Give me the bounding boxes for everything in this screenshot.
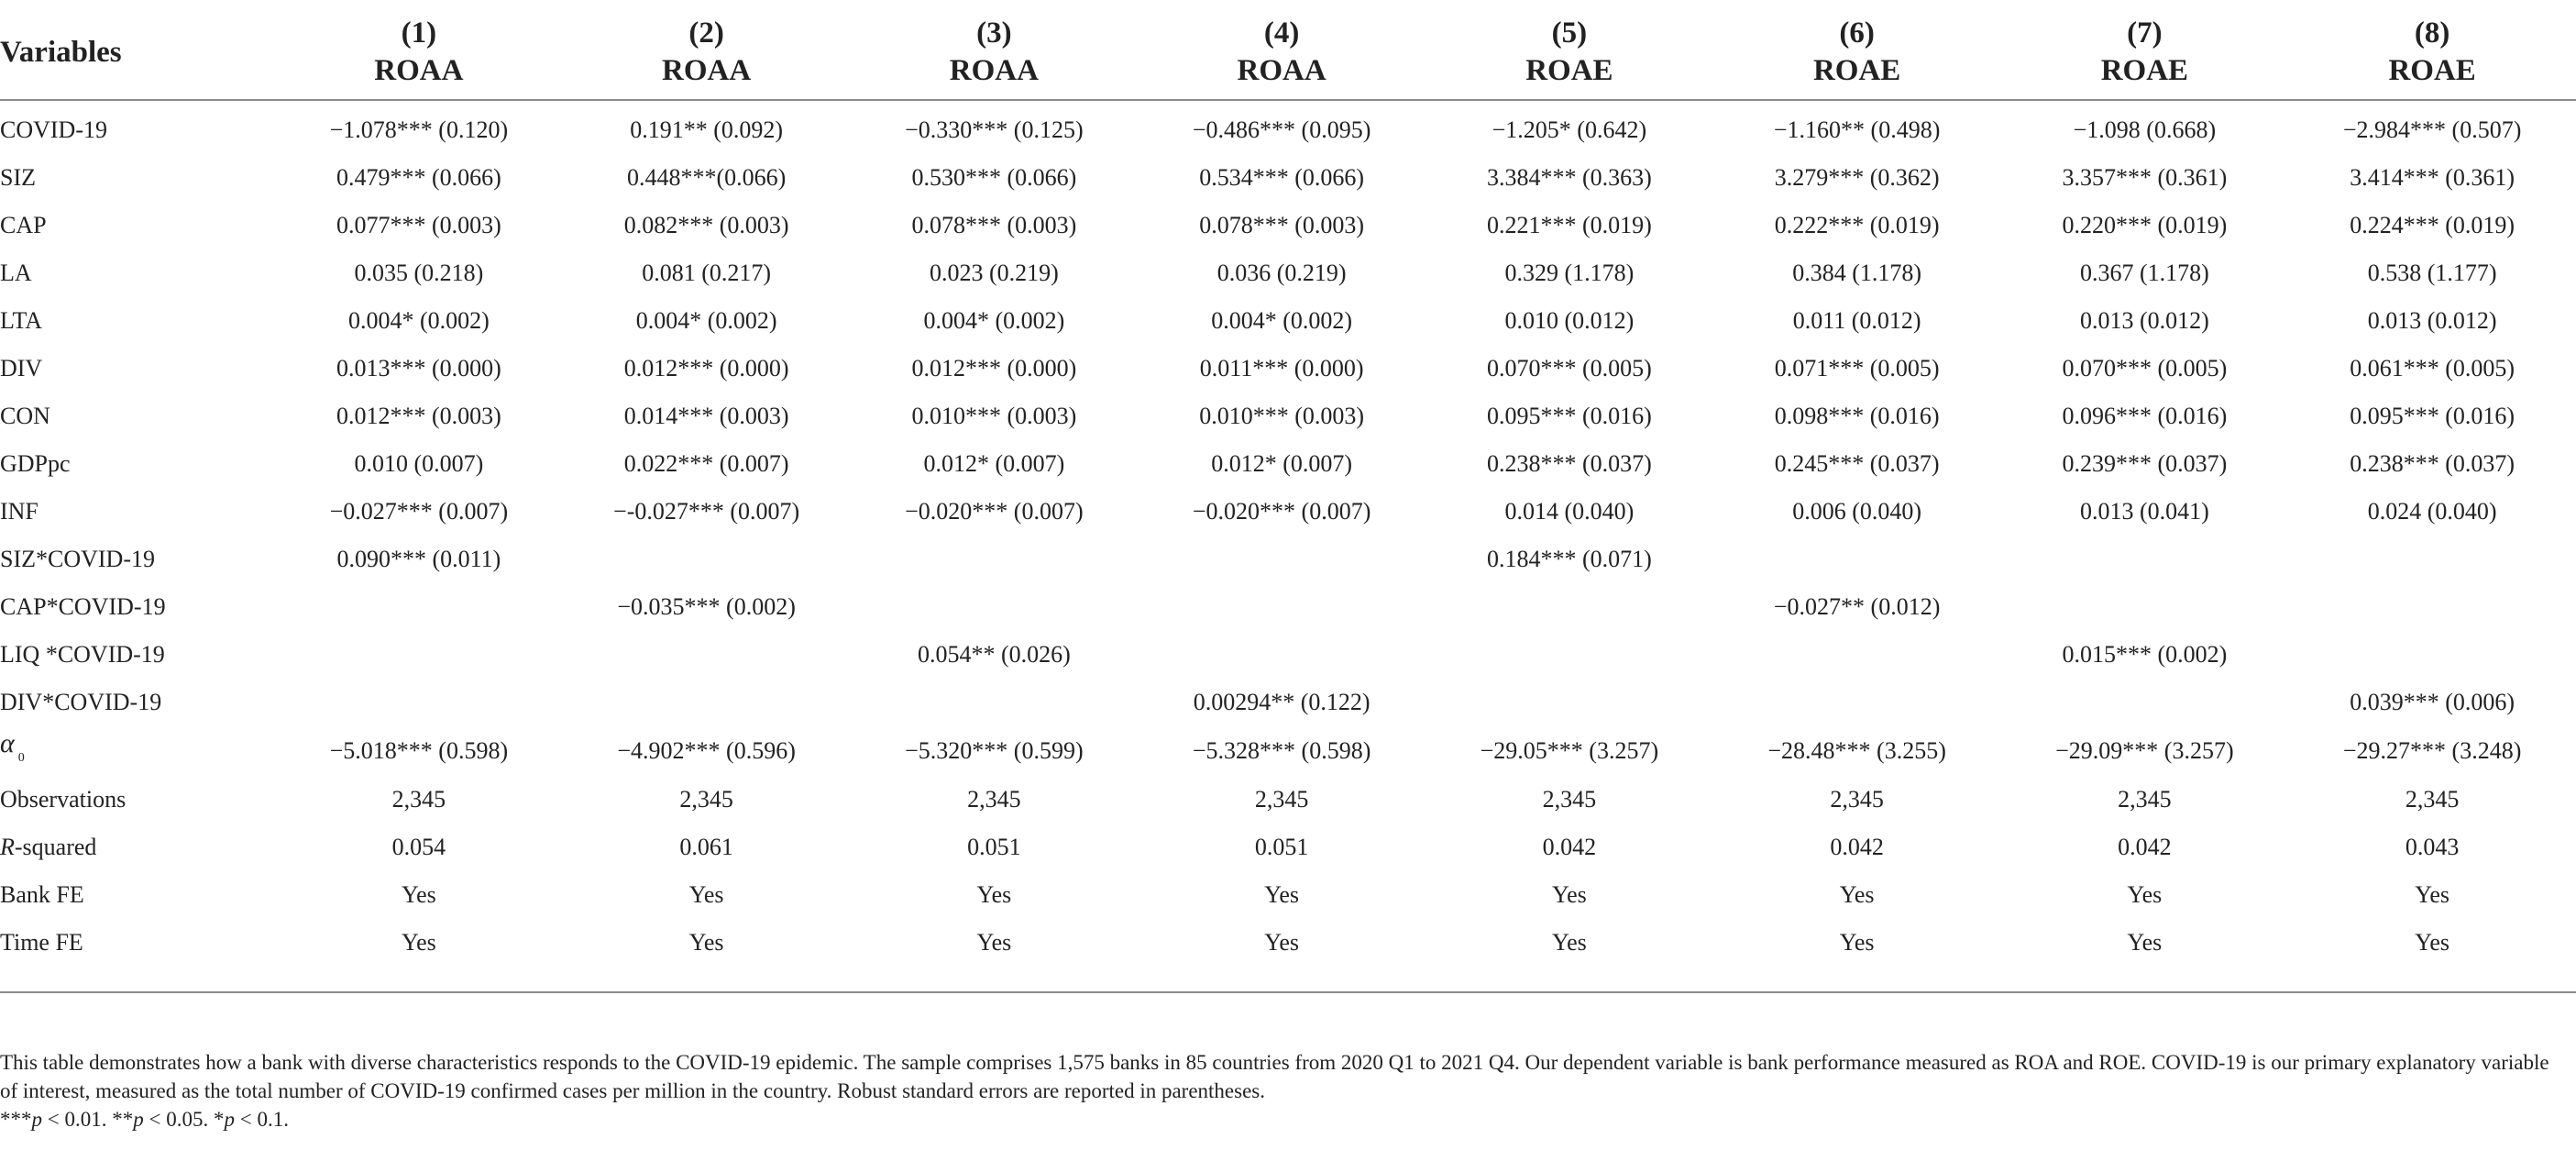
table-cell: Yes [401, 929, 436, 956]
r-squared-suffix: -squared [14, 834, 97, 860]
table-header-row [0, 7, 2576, 100]
table-cell [1138, 536, 1426, 583]
table-cell: 0.010 (0.007) [354, 450, 484, 477]
table-cell: 0.054** (0.026) [917, 641, 1071, 668]
table-cell: 0.015*** (0.002) [2062, 641, 2228, 668]
table-cell [1426, 631, 1713, 679]
table-cell: −5.328*** (0.598) [1192, 737, 1371, 764]
column-header [1426, 7, 1713, 100]
table-row [0, 297, 2576, 345]
table-cell [2288, 583, 2576, 631]
table-cell: 2,345 [2405, 786, 2460, 813]
row-label-constant [0, 726, 275, 776]
table-cell [1426, 583, 1713, 631]
sig-stars: ** [112, 1108, 134, 1131]
table-cell: 0.220*** (0.019) [2062, 212, 2228, 238]
table-cell: Yes [401, 881, 436, 908]
column-header [1138, 7, 1426, 100]
table-cell: 0.078*** (0.003) [1199, 212, 1365, 238]
column-header [2001, 7, 2289, 100]
row-label: COVID-19 [0, 116, 107, 143]
regression-table [0, 7, 2576, 967]
table-cell: Yes [976, 929, 1012, 956]
table-cell: −1.160** (0.498) [1773, 116, 1941, 143]
table-cell: 0.081 (0.217) [642, 260, 772, 286]
table-cell: 2,345 [391, 786, 446, 813]
table-cell: 3.384*** (0.363) [1486, 164, 1652, 191]
table-cell: 0.077*** (0.003) [336, 212, 501, 238]
table-cell: 0.078*** (0.003) [911, 212, 1077, 238]
table-cell: Yes [2415, 881, 2450, 908]
table-cell: 0.011 (0.012) [1792, 307, 1921, 334]
table-cell: Yes [1264, 929, 1300, 956]
column-header [851, 7, 1139, 100]
table-cell: Yes [1839, 881, 1875, 908]
significance-legend [0, 1105, 2567, 1133]
column-number: (2) [688, 17, 724, 50]
column-header [2288, 7, 2576, 100]
table-row [0, 249, 2576, 297]
variables-header: Variables [0, 7, 275, 100]
table-row [0, 154, 2576, 202]
table-cell: 0.004* (0.002) [347, 307, 490, 334]
table-cell: 0.538 (1.177) [2367, 260, 2497, 286]
table-cell: 0.036 (0.219) [1216, 260, 1347, 286]
table-cell: 0.051 [1254, 834, 1309, 860]
sig-stars: * [213, 1108, 225, 1131]
table-cell: Yes [688, 929, 724, 956]
table-cell [1713, 536, 2001, 583]
table-cell: 0.014 (0.040) [1504, 498, 1635, 525]
row-label: CON [0, 403, 50, 429]
table-cell: 0.006 (0.040) [1792, 498, 1922, 525]
r-squared-italic-r: R [0, 834, 15, 860]
table-cell: Yes [1551, 881, 1587, 908]
column-number: (3) [976, 17, 1012, 50]
alpha-subscript: 0 [17, 751, 25, 765]
table-row [0, 202, 2576, 249]
table-cell: −0.027** (0.012) [1773, 593, 1941, 620]
row-label: Bank FE [0, 881, 84, 908]
column-number: (5) [1551, 17, 1588, 50]
table-cell: −0.027*** (0.007) [329, 498, 509, 525]
row-label: Observations [0, 786, 127, 813]
table-cell: −0.330*** (0.125) [905, 116, 1084, 143]
table-cell: 0.010*** (0.003) [1199, 403, 1365, 429]
table-cell: 2,345 [1254, 786, 1309, 813]
table-cell: 0.090*** (0.011) [336, 546, 501, 572]
table-cell [563, 536, 851, 583]
table-cell: 0.012*** (0.000) [911, 355, 1077, 381]
table-cell: 2,345 [967, 786, 1021, 813]
table-cell: −29.27*** (3.248) [2342, 737, 2522, 764]
table-cell: 0.013 (0.012) [2079, 307, 2209, 334]
row-label: SIZ*COVID-19 [0, 546, 155, 572]
table-cell: 0.013 (0.012) [2367, 307, 2497, 334]
table-cell: 0.043 [2405, 834, 2460, 860]
table-cell: 0.061 [679, 834, 733, 860]
table-cell: −5.320*** (0.599) [905, 737, 1084, 764]
table-cell: 0.054 [391, 834, 446, 860]
table-cell: 0.012* (0.007) [923, 450, 1065, 477]
table-cell: Yes [2127, 881, 2163, 908]
table-cell [851, 583, 1139, 631]
table-cell: 0.224*** (0.019) [2350, 212, 2515, 238]
table-cell: −28.48*** (3.255) [1767, 737, 1946, 764]
table-cell [275, 583, 563, 631]
column-number: (4) [1263, 17, 1300, 50]
table-cell: 0.039*** (0.006) [2350, 689, 2515, 715]
column-number: (8) [2414, 17, 2450, 50]
table-cell: 0.479*** (0.066) [336, 164, 501, 191]
table-cell: −2.984*** (0.507) [2342, 116, 2522, 143]
column-dependent-variable: ROAE [1525, 54, 1613, 87]
table-cell: 0.014*** (0.003) [623, 403, 789, 429]
table-cell: Yes [1551, 929, 1587, 956]
table-cell [2001, 583, 2289, 631]
table-cell: Yes [2127, 929, 2163, 956]
table-cell: 2,345 [1542, 786, 1597, 813]
table-row [0, 440, 2576, 488]
table-cell: 2,345 [2118, 786, 2172, 813]
table-row [0, 100, 2576, 154]
table-cell: −0.035*** (0.002) [617, 593, 796, 620]
table-cell [1138, 583, 1426, 631]
row-label: LIQ *COVID-19 [0, 641, 165, 668]
table-cell: Yes [688, 881, 724, 908]
table-cell: 0.012* (0.007) [1211, 450, 1353, 477]
row-label [0, 824, 275, 871]
table-cell: 3.357*** (0.361) [2062, 164, 2228, 191]
table-cell: 0.013 (0.041) [2079, 498, 2209, 525]
table-cell: 0.384 (1.178) [1792, 260, 1922, 286]
table-bottom-rule [0, 991, 2576, 993]
table-cell: 0.095*** (0.016) [1486, 403, 1652, 429]
sig-threshold: < 0.05. [143, 1108, 214, 1131]
table-cell [563, 679, 851, 726]
table-cell: Yes [976, 881, 1012, 908]
table-cell: 0.238*** (0.037) [1486, 450, 1652, 477]
table-cell: 0.004* (0.002) [635, 307, 777, 334]
table-cell: Yes [1839, 929, 1875, 956]
column-dependent-variable: ROAA [1237, 54, 1327, 87]
table-cell: 0.013*** (0.000) [336, 355, 501, 381]
table-cell: 0.070*** (0.005) [2062, 355, 2228, 381]
table-cell: −5.018*** (0.598) [329, 737, 509, 764]
column-dependent-variable: ROAE [2100, 54, 2189, 87]
table-cell: 0.012*** (0.003) [336, 403, 501, 429]
row-label: GDPpc [0, 450, 71, 477]
table-row [0, 488, 2576, 536]
table-cell [275, 631, 563, 679]
sig-threshold: < 0.01. [42, 1108, 113, 1131]
table-cell: 0.012*** (0.000) [623, 355, 789, 381]
row-label: Time FE [0, 929, 83, 956]
column-dependent-variable: ROAE [1812, 54, 1901, 87]
column-header [275, 7, 563, 100]
sig-stars: *** [0, 1108, 32, 1131]
table-cell: −1.098 (0.668) [2073, 116, 2217, 143]
table-cell: 0.004* (0.002) [1211, 307, 1353, 334]
table-cell: 0.530*** (0.066) [911, 164, 1077, 191]
table-cell [851, 679, 1139, 726]
table-cell: −0.020*** (0.007) [1192, 498, 1371, 525]
column-number: (6) [1839, 17, 1875, 50]
table-cell: 0.00294** (0.122) [1193, 689, 1371, 715]
column-dependent-variable: ROAA [662, 54, 752, 87]
sig-p: p [133, 1108, 144, 1131]
table-cell: Yes [1264, 881, 1300, 908]
table-cell: 0.095*** (0.016) [2350, 403, 2515, 429]
table-cell: 0.042 [2118, 834, 2172, 860]
table-row-observations [0, 776, 2576, 824]
row-label: SIZ [0, 164, 36, 191]
table-cell: 0.071*** (0.005) [1774, 355, 1940, 381]
table-cell: 0.010*** (0.003) [911, 403, 1077, 429]
column-dependent-variable: ROAE [2388, 54, 2476, 87]
table-row [0, 345, 2576, 393]
table-cell: 0.004* (0.002) [923, 307, 1065, 334]
table-row [0, 393, 2576, 440]
table-cell [1713, 631, 2001, 679]
table-cell: 0.022*** (0.007) [623, 450, 789, 477]
table-cell: −0.486*** (0.095) [1192, 116, 1371, 143]
table-cell: Yes [2415, 929, 2450, 956]
table-cell: 2,345 [1830, 786, 1884, 813]
table-cell: −29.05*** (3.257) [1480, 737, 1659, 764]
table-cell: 0.010 (0.012) [1504, 307, 1635, 334]
table-notes [0, 1048, 2567, 1133]
column-dependent-variable: ROAA [374, 54, 464, 87]
column-dependent-variable: ROAA [949, 54, 1039, 87]
table-row-bank-fe [0, 871, 2576, 919]
row-label: LA [0, 260, 32, 286]
table-cell: 0.367 (1.178) [2079, 260, 2209, 286]
table-row [0, 583, 2576, 631]
column-number: (7) [2127, 17, 2163, 50]
table-cell: 3.279*** (0.362) [1774, 164, 1940, 191]
row-label: DIV [0, 355, 43, 381]
table-cell: 0.024 (0.040) [2367, 498, 2497, 525]
table-cell [2001, 679, 2289, 726]
row-label: INF [0, 498, 39, 525]
table-cell: −0.020*** (0.007) [905, 498, 1084, 525]
row-label: LTA [0, 307, 43, 334]
alpha-symbol: α [0, 728, 15, 758]
table-row-r-squared [0, 824, 2576, 871]
table-cell: 0.070*** (0.005) [1486, 355, 1652, 381]
table-row-constant [0, 726, 2576, 776]
table-cell: 0.448***(0.066) [626, 164, 787, 191]
table-row [0, 631, 2576, 679]
table-cell: −-0.027*** (0.007) [613, 498, 800, 525]
table-cell: 0.329 (1.178) [1504, 260, 1635, 286]
table-cell: −4.902*** (0.596) [617, 737, 796, 764]
row-label: CAP [0, 212, 47, 238]
table-cell: 0.051 [967, 834, 1021, 860]
table-row [0, 536, 2576, 583]
table-cell: 0.222*** (0.019) [1774, 212, 1940, 238]
table-cell: 2,345 [679, 786, 733, 813]
table-note-description: This table demonstrates how a bank with diverse characteristics responds to the COVID-19 epidemic. The sample comprises 1,575 banks in 85 countries from 2020 Q1 to 2021 Q4. Our dependent variable is bank performance measured as ROA and ROE. COVID-19 is our primary explanatory variable of interest, measured as the total number of COVID-19 confirmed cases per million in the country. Robust standard errors are reported in parentheses. [0, 1051, 2549, 1102]
table-cell: 0.184*** (0.071) [1486, 546, 1652, 572]
table-cell: 0.061*** (0.005) [2350, 355, 2515, 381]
table-cell [1713, 679, 2001, 726]
table-cell [2288, 536, 2576, 583]
table-body [0, 100, 2576, 967]
table-cell: 0.023 (0.219) [929, 260, 1059, 286]
table-cell: 0.098*** (0.016) [1774, 403, 1940, 429]
table-cell [1426, 679, 1713, 726]
table-cell: 0.042 [1542, 834, 1597, 860]
table-row [0, 679, 2576, 726]
table-cell [851, 536, 1139, 583]
table-cell [2288, 631, 2576, 679]
column-number: (1) [401, 17, 437, 50]
table-cell: −29.09*** (3.257) [2055, 737, 2234, 764]
table-cell: 0.238*** (0.037) [2350, 450, 2515, 477]
table-row-time-fe [0, 919, 2576, 967]
table-cell [275, 679, 563, 726]
table-cell: 0.042 [1830, 834, 1884, 860]
column-header [1713, 7, 2001, 100]
table-cell [2001, 536, 2289, 583]
row-label: CAP*COVID-19 [0, 593, 166, 620]
row-label: DIV*COVID-19 [0, 689, 162, 715]
table-cell: 3.414*** (0.361) [2350, 164, 2515, 191]
table-cell: 0.239*** (0.037) [2062, 450, 2228, 477]
table-cell: 0.245*** (0.037) [1774, 450, 1940, 477]
table-cell: 0.534*** (0.066) [1199, 164, 1365, 191]
table-cell: 0.096*** (0.016) [2062, 403, 2228, 429]
sig-p: p [224, 1108, 235, 1131]
table-cell: 0.011*** (0.000) [1199, 355, 1364, 381]
table-cell: −1.078*** (0.120) [329, 116, 509, 143]
table-cell: 0.191** (0.092) [630, 116, 784, 143]
column-header [563, 7, 851, 100]
table-cell: 0.035 (0.218) [354, 260, 484, 286]
sig-threshold: < 0.1. [234, 1108, 289, 1131]
sig-p: p [31, 1108, 42, 1131]
table-cell: −1.205* (0.642) [1492, 116, 1647, 143]
table-cell [1138, 631, 1426, 679]
table-cell: 0.221*** (0.019) [1486, 212, 1652, 238]
table-cell: 0.082*** (0.003) [623, 212, 789, 238]
table-cell [563, 631, 851, 679]
